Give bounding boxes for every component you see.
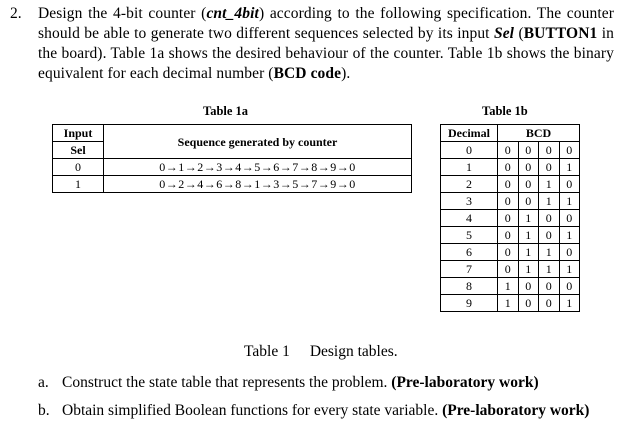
question-2 <box>10 4 614 84</box>
bcd-bit: 0 <box>539 278 560 295</box>
bcd-bit: 0 <box>559 142 580 159</box>
bcd-bit: 1 <box>518 227 539 244</box>
bcd-bit: 1 <box>559 159 580 176</box>
decimal-cell: 3 <box>441 193 498 210</box>
button-name: BUTTON1 <box>523 25 598 42</box>
sequence-cell: 0→2→4→6→8→1→3→5→7→9→0 <box>104 176 412 193</box>
decimal-cell: 0 <box>441 142 498 159</box>
bcd-bit: 1 <box>498 278 519 295</box>
table-row <box>441 278 580 295</box>
module-name: cnt_4bit <box>206 5 259 22</box>
bcd-bit: 1 <box>559 261 580 278</box>
bcd-bit: 1 <box>559 295 580 312</box>
table-1a <box>52 124 412 193</box>
decimal-cell: 1 <box>441 159 498 176</box>
bcd-bit: 1 <box>559 193 580 210</box>
bcd-bit: 1 <box>518 210 539 227</box>
decimal-cell: 5 <box>441 227 498 244</box>
task-text: Obtain simplified Boolean functions for every state variable. <box>62 402 443 419</box>
header-sel: Sel <box>53 142 104 159</box>
bcd-bit: 1 <box>518 244 539 261</box>
bcd-bit: 1 <box>498 295 519 312</box>
header-input: Input <box>53 125 104 142</box>
table1b-caption: Table 1b <box>482 104 528 118</box>
table-caption-title: Design tables. <box>309 343 398 360</box>
bcd-bit: 1 <box>539 261 560 278</box>
table-row <box>53 159 412 176</box>
bcd-bit: 0 <box>539 295 560 312</box>
bcd-bit: 0 <box>518 176 539 193</box>
header-decimal: Decimal <box>441 125 498 142</box>
table-row <box>441 261 580 278</box>
bcd-bit: 0 <box>559 244 580 261</box>
table-row <box>441 227 580 244</box>
decimal-cell: 2 <box>441 176 498 193</box>
decimal-cell: 9 <box>441 295 498 312</box>
decimal-cell: 8 <box>441 278 498 295</box>
bcd-bit: 0 <box>498 261 519 278</box>
task-note: (Pre-laboratory work) <box>442 402 590 419</box>
question-text: Design the 4-bit counter (cnt_4bit) according to the following specification. The counter should be able to generate two different sequences selected by its input Sel (BUTTON1 in the board). Table 1a shows the desired behaviour of the counter. Table 1b shows the binary equivalent for each decimal number (BCD code). <box>38 5 614 82</box>
table-caption-label: Table 1 <box>244 343 290 360</box>
bcd-code: BCD code <box>273 65 342 82</box>
bcd-bit: 0 <box>539 142 560 159</box>
bcd-bit: 0 <box>518 142 539 159</box>
bcd-bit: 0 <box>539 210 560 227</box>
bcd-bit: 1 <box>539 193 560 210</box>
task-b <box>38 402 589 420</box>
bcd-bit: 1 <box>539 244 560 261</box>
bcd-bit: 0 <box>559 210 580 227</box>
bcd-bit: 0 <box>498 159 519 176</box>
bcd-bit: 0 <box>539 227 560 244</box>
task-note: (Pre-laboratory work) <box>391 374 539 391</box>
bcd-bit: 1 <box>559 227 580 244</box>
bcd-bit: 0 <box>518 193 539 210</box>
table-caption <box>244 343 398 361</box>
bcd-bit: 0 <box>498 142 519 159</box>
table-row <box>441 193 580 210</box>
task-a <box>38 374 539 392</box>
sel-cell: 1 <box>53 176 104 193</box>
bcd-bit: 0 <box>498 244 519 261</box>
table-1b <box>440 124 580 312</box>
bcd-bit: 0 <box>518 159 539 176</box>
bcd-bit: 0 <box>498 227 519 244</box>
sequence-cell: 0→1→2→3→4→5→6→7→8→9→0 <box>104 159 412 176</box>
sel-cell: 0 <box>53 159 104 176</box>
decimal-cell: 7 <box>441 261 498 278</box>
decimal-cell: 6 <box>441 244 498 261</box>
decimal-cell: 4 <box>441 210 498 227</box>
input-sel: Sel <box>493 25 515 42</box>
table-row <box>441 210 580 227</box>
question-number: 2. <box>10 5 22 22</box>
task-label: a. <box>38 374 49 391</box>
bcd-bit: 0 <box>518 295 539 312</box>
bcd-bit: 0 <box>559 278 580 295</box>
header-bcd: BCD <box>498 125 580 142</box>
bcd-bit: 0 <box>559 176 580 193</box>
table-row <box>441 159 580 176</box>
table-row <box>441 142 580 159</box>
bcd-bit: 1 <box>518 261 539 278</box>
bcd-bit: 0 <box>518 278 539 295</box>
bcd-bit: 0 <box>498 193 519 210</box>
table-row <box>441 176 580 193</box>
bcd-bit: 1 <box>539 176 560 193</box>
table-row <box>441 295 580 312</box>
table1a-caption: Table 1a <box>203 104 249 118</box>
bcd-bit: 0 <box>539 159 560 176</box>
header-sequence: Sequence generated by counter <box>104 125 412 159</box>
bcd-bit: 0 <box>498 210 519 227</box>
bcd-bit: 0 <box>498 176 519 193</box>
task-label: b. <box>38 402 50 419</box>
task-text: Construct the state table that represents the problem. <box>62 374 392 391</box>
table-row <box>441 244 580 261</box>
table-row <box>53 176 412 193</box>
